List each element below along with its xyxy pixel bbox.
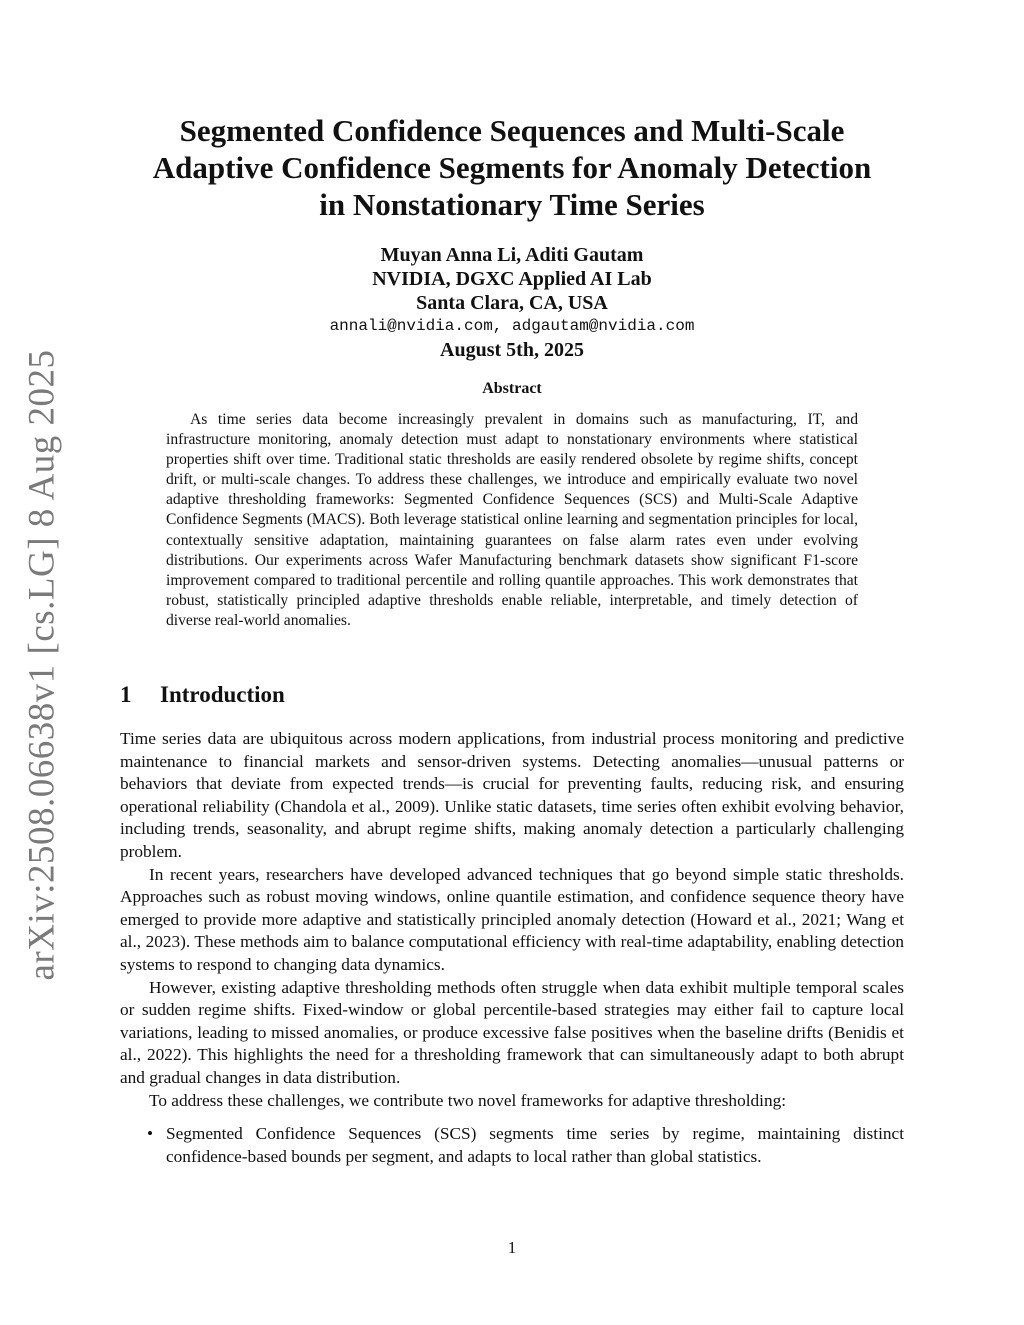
author-affiliation: NVIDIA, DGXC Applied AI Lab [372,268,652,290]
paragraph-3: However, existing adaptive thresholding methods often struggle when data exhibit multiple temporal scales or sudden regime shifts. Fixed-window or global percentile-based strategies may either fail to capture local variations, leading to missed anomalies, or produce excessive false positives when the baseline drifts (Benidis et al., 2022). This highlights the need for a thresholding framework that can simultaneously adapt to both abrupt and gradual changes in data distribution. [120,977,904,1087]
title-line-1: Segmented Confidence Sequences and Multi-Scale [179,113,845,148]
author-location: Santa Clara, CA, USA [416,292,608,314]
paper-date: August 5th, 2025 [440,339,584,361]
paragraph-1: Time series data are ubiquitous across modern applications, from industrial process monitoring and predictive maintenance to financial markets and sensor-driven systems. Detecting anomalies—unusual patterns or behaviors that deviate from expected trends—is crucial for preventing faults, reducing risk, and ensuring operational reliability (Chandola et al., 2009). Unlike static datasets, time series often exhibit evolving behavior, including trends, seasonality, and abrupt regime shifts, making anomaly detection a particularly challenging problem. [120,729,904,861]
author-block [110,243,914,362]
author-names: Muyan Anna Li, Aditi Gautam [380,244,644,266]
abstract-text: As time series data become increasingly prevalent in domains such as manufacturing, IT, and infrastructure monitoring, anomaly detection must adapt to nonstationary environments where statistical properties shift over time. Traditional static thresholds are easily rendered obsolete by regime shifts, concept drift, or multi-scale changes. To address these challenges, we introduce and empirically evaluate two novel adaptive thresholding frameworks: Segmented Confidence Sequences (SCS) and Multi-Scale Adaptive Confidence Segments (MACS). Both leverage statistical online learning and segmentation principles for local, contextually sensitive adaptation, maintaining guarantees on false alarm rates even under evolving distributions. Our experiments across Wafer Manufacturing benchmark datasets show significant F1-score improvement compared to traditional percentile and rolling quantile approaches. This work demonstrates that robust, statistically principled adaptive thresholds enable reliable, interpretable, and timely detection of diverse real-world anomalies. [166,411,858,629]
paragraph-4: To address these challenges, we contribute two novel frameworks for adaptive thresholding: [149,1090,787,1110]
section-title: Introduction [160,682,285,707]
page-number: 1 [507,1238,517,1257]
paragraph-2: In recent years, researchers have developed advanced techniques that go beyond simple static thresholds. Approaches such as robust moving windows, online quantile estimation, and confidence sequence theory have emerged to provide more adaptive and statistically principled anomaly detection (Howard et al., 2021; Wang et al., 2023). These methods aim to balance computational efficiency with real-time adaptability, enabling detection systems to respond to changing data dynamics. [120,864,904,974]
section-heading [120,682,285,708]
title-line-3: in Nonstationary Time Series [319,187,705,222]
arxiv-identifier: arXiv:2508.06638v1 [cs.LG] 8 Aug 2025 [21,349,63,981]
abstract-heading: Abstract [482,380,542,397]
list-item-text: Segmented Confidence Sequences (SCS) segments time series by regime, maintaining distinct confidence-based bounds per segment, and adapts to local rather than global statistics. [166,1124,904,1166]
section-number: 1 [120,682,132,707]
bullet-icon: • [147,1124,154,1144]
contribution-list [120,1123,904,1168]
list-item [120,1123,904,1168]
paper-title [110,112,914,223]
title-line-2: Adaptive Confidence Segments for Anomaly Detection [152,150,872,185]
author-emails: annali@nvidia.com, adgautam@nvidia.com [329,317,695,335]
section-body [120,728,904,1168]
